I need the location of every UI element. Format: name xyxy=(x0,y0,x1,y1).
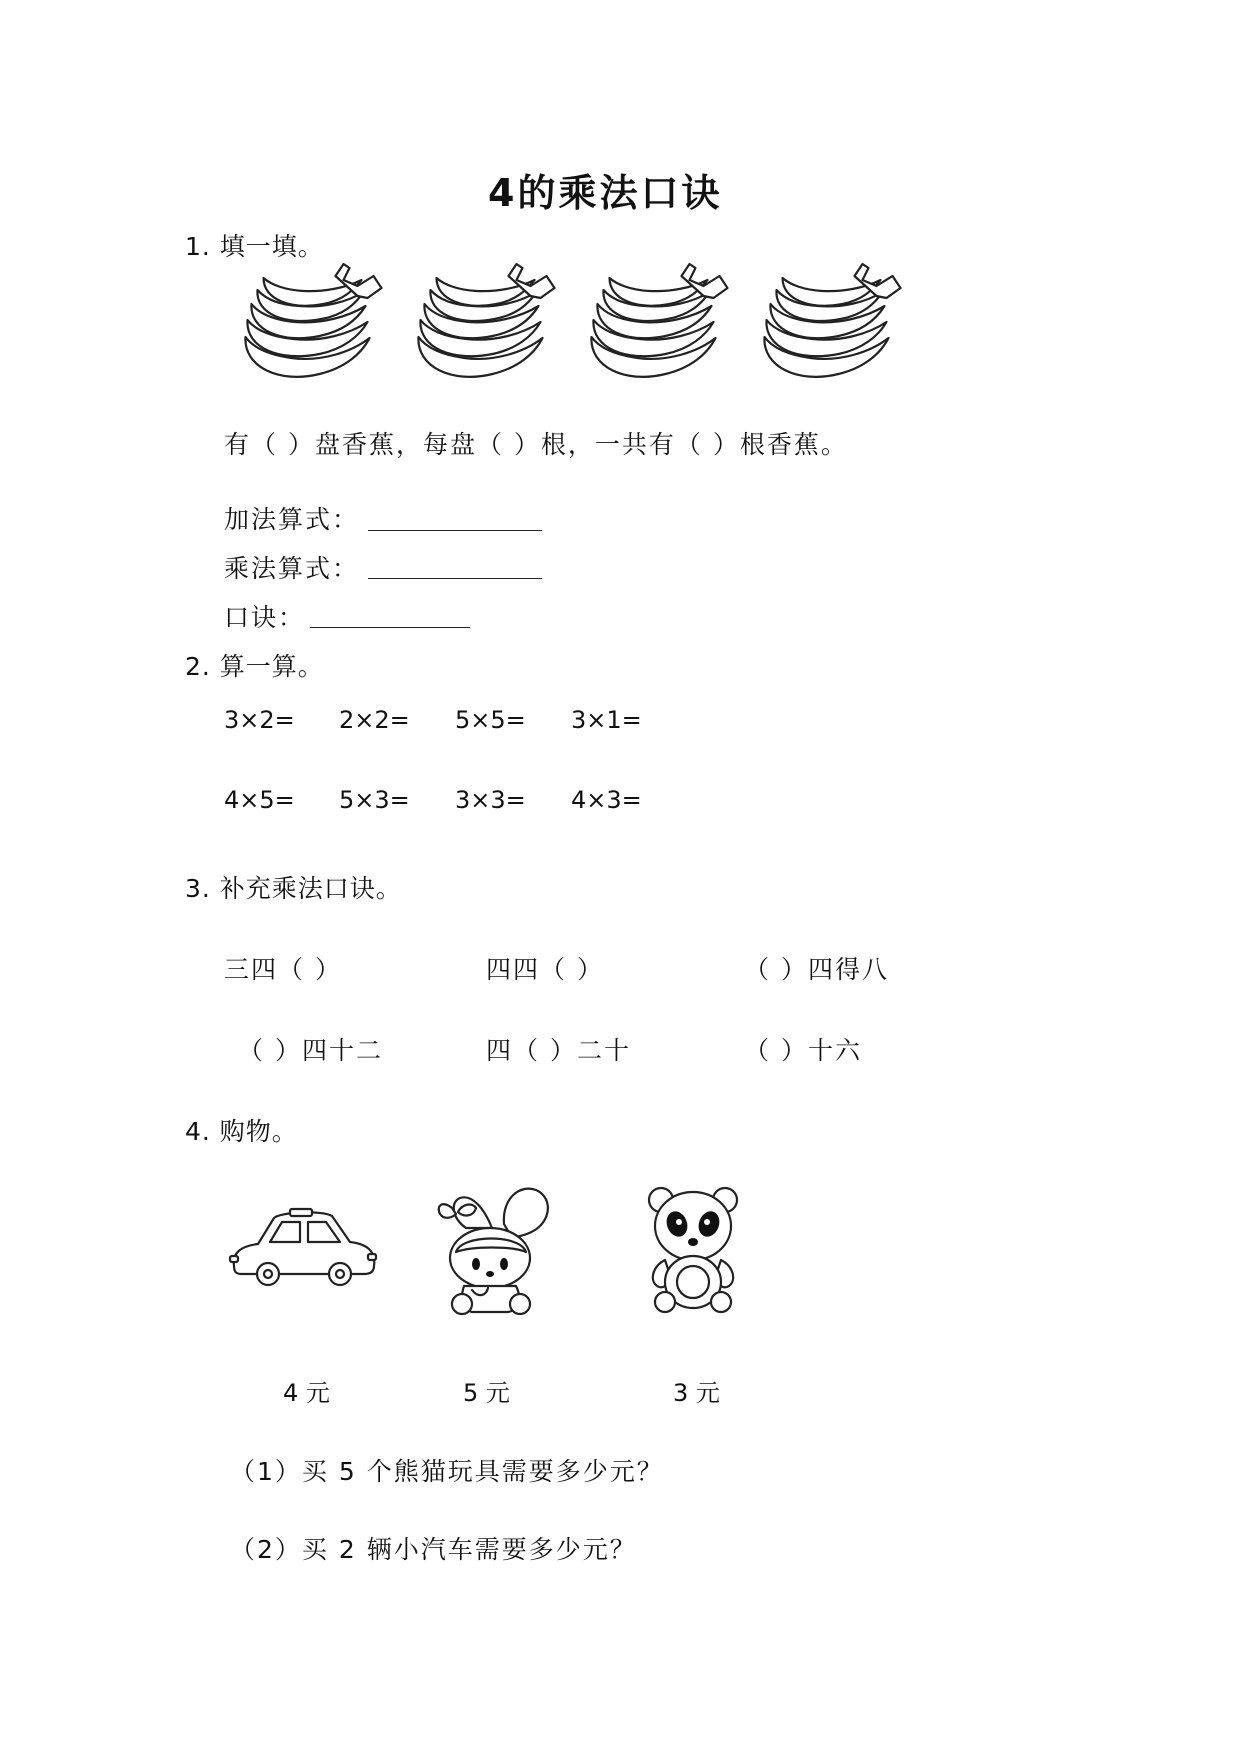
q2-heading: 2. 算一算。 xyxy=(185,652,324,681)
rhyme-fill-item: （ ）十六 xyxy=(744,1036,862,1065)
toy-car-icon xyxy=(228,1208,378,1292)
sub-question-2: （2）买 2 辆小汽车需要多少元？ xyxy=(230,1535,637,1564)
rhyme-fill-item: （ ）四得八 xyxy=(744,955,889,984)
q3-heading: 3. 补充乘法口诀。 xyxy=(185,874,402,903)
math-problem: 4×5= xyxy=(224,786,295,814)
rhyme-label: 口诀： xyxy=(224,603,306,632)
math-problem: 5×5= xyxy=(455,706,526,734)
math-problem: 5×3= xyxy=(339,786,410,814)
rhyme-answer-line[interactable] xyxy=(310,627,470,628)
math-problem: 3×3= xyxy=(455,786,526,814)
math-problem: 3×2= xyxy=(224,706,295,734)
panda-toy-icon xyxy=(645,1186,741,1316)
math-problem: 4×3= xyxy=(571,786,642,814)
rhyme-fill-item: 三四（ ） xyxy=(224,955,342,984)
rhyme-fill-item: 四四（ ） xyxy=(486,955,604,984)
banana-icon xyxy=(232,262,392,387)
sub-question-1: （1）买 5 个熊猫玩具需要多少元？ xyxy=(230,1457,664,1486)
banana-icon xyxy=(578,262,738,387)
multiplication-label: 乘法算式： xyxy=(224,554,360,583)
q1-sentence: 有（ ）盘香蕉，每盘（ ）根，一共有（ ）根香蕉。 xyxy=(224,430,848,459)
q1-heading: 1. 填一填。 xyxy=(185,232,324,261)
car-price: 4 元 xyxy=(283,1379,330,1407)
bunny-price: 5 元 xyxy=(463,1379,510,1407)
math-problem: 3×1= xyxy=(571,706,642,734)
addition-answer-line[interactable] xyxy=(368,530,542,531)
addition-label: 加法算式： xyxy=(224,505,360,534)
math-problem: 2×2= xyxy=(339,706,410,734)
page-title: 4的乘法口诀 xyxy=(488,171,723,215)
bunny-doll-icon xyxy=(432,1178,566,1316)
rhyme-fill-item: 四（ ）二十 xyxy=(486,1036,631,1065)
rhyme-fill-item: （ ）四十二 xyxy=(238,1036,383,1065)
multiplication-answer-line[interactable] xyxy=(368,578,542,579)
banana-icon xyxy=(405,262,565,387)
q4-heading: 4. 购物。 xyxy=(185,1117,298,1146)
panda-price: 3 元 xyxy=(673,1379,720,1407)
banana-icon xyxy=(751,262,911,387)
